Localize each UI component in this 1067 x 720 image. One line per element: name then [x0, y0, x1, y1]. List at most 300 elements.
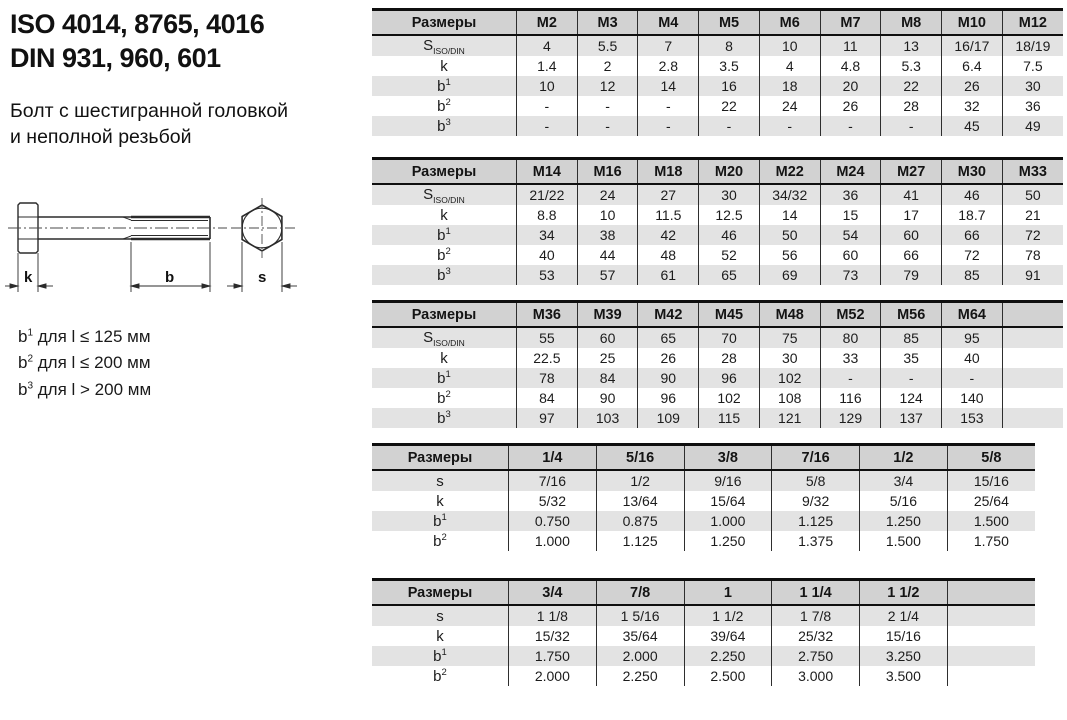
cell: 30 [759, 348, 820, 368]
cell: 53 [517, 265, 578, 285]
row-label: s [436, 607, 444, 625]
cell: 102 [759, 368, 820, 388]
cell: - [942, 368, 1003, 388]
cell: 1 5/16 [596, 605, 684, 626]
table-row [372, 491, 1035, 511]
cell: 17 [881, 205, 942, 225]
cell: 8 [699, 35, 760, 56]
cell: 1.125 [596, 531, 684, 551]
dim-table-metric-m36-m64 [372, 300, 1063, 428]
cell: 22.5 [517, 348, 578, 368]
cell: 27 [638, 184, 699, 205]
table-row [372, 205, 1063, 225]
size-col-header: M5 [699, 10, 760, 36]
size-col-header: M7 [820, 10, 881, 36]
table-row [372, 626, 1035, 646]
row-label: k [436, 627, 444, 645]
table-row [372, 96, 1063, 116]
size-col-header: 1 1/2 [860, 580, 948, 606]
cell: 91 [1002, 265, 1063, 285]
size-col-header: 3/8 [684, 445, 772, 471]
cell: 54 [820, 225, 881, 245]
cell: 21 [1002, 205, 1063, 225]
cell: 6.4 [942, 56, 1003, 76]
cell [1002, 348, 1063, 368]
cell: 34/32 [759, 184, 820, 205]
cell: 40 [517, 245, 578, 265]
cell: 90 [638, 368, 699, 388]
size-col-header: M10 [942, 10, 1003, 36]
cell: 18 [759, 76, 820, 96]
cell: 72 [942, 245, 1003, 265]
dim-table-metric-m14-m33 [372, 157, 1063, 285]
cell: 2.8 [638, 56, 699, 76]
cell: 78 [517, 368, 578, 388]
cell: 35 [881, 348, 942, 368]
cell: 2.250 [596, 666, 684, 686]
row-label: $b^1$ [433, 647, 447, 665]
cell: 1.750 [509, 646, 597, 666]
cell: 13 [881, 35, 942, 56]
size-col-header: M18 [638, 159, 699, 185]
cell: 44 [577, 245, 638, 265]
cell: 96 [699, 368, 760, 388]
table-row [372, 327, 1063, 348]
cell: 49 [1002, 116, 1063, 136]
cell: 115 [699, 408, 760, 428]
cell: 70 [699, 327, 760, 348]
row-label: $S_{ISO/DIN}$ [423, 36, 465, 56]
dim-label-k: k [24, 269, 33, 286]
cell: 137 [881, 408, 942, 428]
table-row [372, 35, 1063, 56]
cell: 66 [942, 225, 1003, 245]
table-row [372, 470, 1035, 491]
cell: 25/64 [947, 491, 1035, 511]
cell: 24 [759, 96, 820, 116]
cell: 4.8 [820, 56, 881, 76]
size-col-header: M30 [942, 159, 1003, 185]
left-panel [10, 8, 365, 399]
size-col-header: M14 [517, 159, 578, 185]
cell: 69 [759, 265, 820, 285]
row-label-header: Размеры [411, 163, 477, 180]
dim-table-metric-m2-m12 [372, 8, 1063, 136]
cell: 2.500 [684, 666, 772, 686]
table-row [372, 388, 1063, 408]
row-label: $S_{ISO/DIN}$ [423, 328, 465, 348]
table-row [372, 531, 1035, 551]
cell: 55 [517, 327, 578, 348]
row-label: k [440, 57, 448, 75]
thread-length-note: $b^1$ для l ≤ 125 мм [18, 327, 151, 346]
cell: - [820, 116, 881, 136]
cell: 52 [699, 245, 760, 265]
cell: - [759, 116, 820, 136]
row-label: $b^3$ [437, 409, 451, 427]
cell: 30 [699, 184, 760, 205]
cell: 4 [517, 35, 578, 56]
size-col-header: M2 [517, 10, 578, 36]
table-row [372, 265, 1063, 285]
cell: 10 [577, 205, 638, 225]
size-col-header: M48 [759, 302, 820, 328]
cell: - [820, 368, 881, 388]
cell: 35/64 [596, 626, 684, 646]
cell: 79 [881, 265, 942, 285]
cell: 40 [942, 348, 1003, 368]
size-col-header: M64 [942, 302, 1003, 328]
cell: 1.250 [684, 531, 772, 551]
cell: 36 [1002, 96, 1063, 116]
header-row [372, 445, 1035, 471]
header-row [372, 302, 1063, 328]
size-col-header: M8 [881, 10, 942, 36]
size-col-header: M27 [881, 159, 942, 185]
cell: - [517, 116, 578, 136]
size-col-header: M16 [577, 159, 638, 185]
cell: 28 [881, 96, 942, 116]
cell: 26 [820, 96, 881, 116]
size-col-header: 7/8 [596, 580, 684, 606]
row-label: k [440, 206, 448, 224]
cell: 22 [699, 96, 760, 116]
arrow-k-right [38, 284, 46, 288]
cell: - [577, 116, 638, 136]
table-row [372, 76, 1063, 96]
subtitle-line1: Болт с шестигранной головкой [10, 99, 289, 122]
row-label: $b^1$ [437, 77, 451, 95]
cell: 16/17 [942, 35, 1003, 56]
cell [1002, 408, 1063, 428]
cell: 12 [577, 76, 638, 96]
cell: 0.750 [509, 511, 597, 531]
cell: 96 [638, 388, 699, 408]
cell: 2.000 [596, 646, 684, 666]
thread-length-notes [18, 324, 151, 403]
row-label-header: Размеры [407, 584, 473, 601]
row-label: $b^3$ [437, 266, 451, 284]
cell: 48 [638, 245, 699, 265]
cell [1002, 368, 1063, 388]
cell: 20 [820, 76, 881, 96]
cell: - [638, 96, 699, 116]
bolt-drawing-svg [5, 186, 335, 306]
size-col-header: 1 1/4 [772, 580, 860, 606]
cell: 2.250 [684, 646, 772, 666]
dim-label-b: b [165, 269, 175, 286]
cell: 0.875 [596, 511, 684, 531]
table-row [372, 348, 1063, 368]
cell: 65 [638, 327, 699, 348]
cell: 2 1/4 [860, 605, 948, 626]
cell: 12.5 [699, 205, 760, 225]
arrow-b-left [131, 284, 139, 288]
cell: 15/16 [860, 626, 948, 646]
cell: 15/32 [509, 626, 597, 646]
size-col-header: 7/16 [772, 445, 860, 471]
cell: 25/32 [772, 626, 860, 646]
size-col-header: M42 [638, 302, 699, 328]
cell: 3.5 [699, 56, 760, 76]
size-col-header: M4 [638, 10, 699, 36]
cell: 11.5 [638, 205, 699, 225]
cell: 18/19 [1002, 35, 1063, 56]
row-label: $b^2$ [437, 246, 451, 264]
empty-col-header [1002, 302, 1063, 328]
cell: 2.000 [509, 666, 597, 686]
row-label-header: Размеры [411, 306, 477, 323]
arrow-s-right [282, 284, 290, 288]
cell: - [638, 116, 699, 136]
cell: 34 [517, 225, 578, 245]
cell: 60 [577, 327, 638, 348]
cell: 32 [942, 96, 1003, 116]
cell: 4 [759, 56, 820, 76]
cell: 22 [881, 76, 942, 96]
cell: 5/16 [860, 491, 948, 511]
table-row [372, 511, 1035, 531]
cell: 3.500 [860, 666, 948, 686]
cell: 108 [759, 388, 820, 408]
cell: 60 [820, 245, 881, 265]
cell: 103 [577, 408, 638, 428]
table-row [372, 605, 1035, 626]
cell: 84 [517, 388, 578, 408]
cell: 42 [638, 225, 699, 245]
cell: 14 [638, 76, 699, 96]
dim-table-inch-quarter-to-fiveeighths [372, 443, 1035, 551]
cell: 72 [1002, 225, 1063, 245]
cell: 11 [820, 35, 881, 56]
cell: 124 [881, 388, 942, 408]
cell: 14 [759, 205, 820, 225]
cell: 9/32 [772, 491, 860, 511]
cell: 56 [759, 245, 820, 265]
size-col-header: 1/4 [509, 445, 597, 471]
cell: 39/64 [684, 626, 772, 646]
cell: 1.375 [772, 531, 860, 551]
cell: 50 [759, 225, 820, 245]
size-col-header: 5/16 [596, 445, 684, 471]
cell: 21/22 [517, 184, 578, 205]
dimension-tables [372, 0, 1067, 720]
cell: 60 [881, 225, 942, 245]
cell: 1.500 [947, 511, 1035, 531]
cell: 5.3 [881, 56, 942, 76]
size-col-header: M36 [517, 302, 578, 328]
cell: 46 [942, 184, 1003, 205]
cell: 15 [820, 205, 881, 225]
row-label: $b^2$ [433, 532, 447, 550]
cell [1002, 388, 1063, 408]
cell: 80 [820, 327, 881, 348]
cell: 109 [638, 408, 699, 428]
cell [947, 626, 1035, 646]
cell: 97 [517, 408, 578, 428]
cell: 3.250 [860, 646, 948, 666]
subtitle-line2: и неполной резьбой [10, 125, 192, 148]
cell: - [517, 96, 578, 116]
cell: 57 [577, 265, 638, 285]
cell: 13/64 [596, 491, 684, 511]
size-col-header: M56 [881, 302, 942, 328]
cell: 1.000 [509, 531, 597, 551]
table-row [372, 368, 1063, 388]
cell: 26 [942, 76, 1003, 96]
cell: 38 [577, 225, 638, 245]
cell: 30 [1002, 76, 1063, 96]
row-label: $b^2$ [437, 389, 451, 407]
cell: 1 7/8 [772, 605, 860, 626]
cell: 84 [577, 368, 638, 388]
arrow-s-left [234, 284, 242, 288]
cell: 33 [820, 348, 881, 368]
cell: 121 [759, 408, 820, 428]
table-row [372, 225, 1063, 245]
dim-label-s: s [258, 269, 267, 286]
table-row [372, 116, 1063, 136]
row-label: $S_{ISO/DIN}$ [423, 185, 465, 205]
cell: 2 [577, 56, 638, 76]
cell: 65 [699, 265, 760, 285]
cell: 3/4 [860, 470, 948, 491]
cell: 15/64 [684, 491, 772, 511]
row-label: $b^1$ [437, 369, 451, 387]
cell: 41 [881, 184, 942, 205]
row-label: k [436, 492, 444, 510]
cell: 90 [577, 388, 638, 408]
cell: 46 [699, 225, 760, 245]
cell: 1.500 [860, 531, 948, 551]
cell: - [699, 116, 760, 136]
size-col-header: 1 [684, 580, 772, 606]
cell: 18.7 [942, 205, 1003, 225]
cell: 7.5 [1002, 56, 1063, 76]
cell: 28 [699, 348, 760, 368]
cell [947, 646, 1035, 666]
cell: 5.5 [577, 35, 638, 56]
cell: 153 [942, 408, 1003, 428]
row-label: $b^2$ [433, 667, 447, 685]
cell: 78 [1002, 245, 1063, 265]
row-label-header: Размеры [407, 449, 473, 466]
cell: 16 [699, 76, 760, 96]
row-label: k [440, 349, 448, 367]
cell: 5/8 [772, 470, 860, 491]
cell: 85 [881, 327, 942, 348]
size-col-header: M3 [577, 10, 638, 36]
header-row [372, 580, 1035, 606]
size-col-header: M45 [699, 302, 760, 328]
size-col-header: M6 [759, 10, 820, 36]
cell: 25 [577, 348, 638, 368]
cell: 1 1/2 [684, 605, 772, 626]
cell: 1.125 [772, 511, 860, 531]
cell: 85 [942, 265, 1003, 285]
table-row [372, 56, 1063, 76]
cell: 1.750 [947, 531, 1035, 551]
cell: 75 [759, 327, 820, 348]
table-row [372, 184, 1063, 205]
cell: 24 [577, 184, 638, 205]
size-col-header: 5/8 [947, 445, 1035, 471]
size-col-header: M12 [1002, 10, 1063, 36]
size-col-header: M33 [1002, 159, 1063, 185]
cell: 8.8 [517, 205, 578, 225]
cell: 1/2 [596, 470, 684, 491]
cell: 36 [820, 184, 881, 205]
cell: 1.250 [860, 511, 948, 531]
cell: 66 [881, 245, 942, 265]
row-label: $b^1$ [437, 226, 451, 244]
cell: - [577, 96, 638, 116]
cell: 1.000 [684, 511, 772, 531]
cell: 95 [942, 327, 1003, 348]
cell: 7/16 [509, 470, 597, 491]
cell [1002, 327, 1063, 348]
row-label: $b^3$ [437, 117, 451, 135]
cell: 61 [638, 265, 699, 285]
cell: 3.000 [772, 666, 860, 686]
cell: 140 [942, 388, 1003, 408]
bolt-technical-drawing [5, 186, 335, 306]
row-label: $b^2$ [437, 97, 451, 115]
cell: 73 [820, 265, 881, 285]
cell: 2.750 [772, 646, 860, 666]
table-row [372, 646, 1035, 666]
cell: 45 [942, 116, 1003, 136]
cell: 9/16 [684, 470, 772, 491]
size-col-header: M22 [759, 159, 820, 185]
dim-table-inch-threequarters-to-oneandahalf [372, 578, 1035, 686]
cell [947, 605, 1035, 626]
cell: 1 1/8 [509, 605, 597, 626]
row-label: $b^1$ [433, 512, 447, 530]
cell: 102 [699, 388, 760, 408]
size-col-header: 3/4 [509, 580, 597, 606]
cell: 50 [1002, 184, 1063, 205]
cell: - [881, 368, 942, 388]
size-col-header: M52 [820, 302, 881, 328]
size-col-header: 1/2 [860, 445, 948, 471]
empty-col-header [947, 580, 1035, 606]
table-row [372, 408, 1063, 428]
cell: 116 [820, 388, 881, 408]
cell: 10 [759, 35, 820, 56]
cell: 1.4 [517, 56, 578, 76]
arrow-b-right [202, 284, 210, 288]
row-label: s [436, 472, 444, 490]
thread-length-note: $b^2$ для l ≤ 200 мм [18, 353, 151, 373]
row-label-header: Размеры [411, 14, 477, 31]
cell: 26 [638, 348, 699, 368]
arrow-k-left [10, 284, 18, 288]
header-row [372, 159, 1063, 185]
page-title-iso: ISO 4014, 8765, 4016 [10, 9, 265, 39]
subtitle [10, 98, 365, 151]
cell: 129 [820, 408, 881, 428]
size-col-header: M39 [577, 302, 638, 328]
cell: - [881, 116, 942, 136]
table-row [372, 666, 1035, 686]
size-col-header: M20 [699, 159, 760, 185]
thread-length-note: $b^3$ для l > 200 мм [18, 379, 152, 399]
table-row [372, 245, 1063, 265]
size-col-header: M24 [820, 159, 881, 185]
header-row [372, 10, 1063, 36]
cell: 5/32 [509, 491, 597, 511]
